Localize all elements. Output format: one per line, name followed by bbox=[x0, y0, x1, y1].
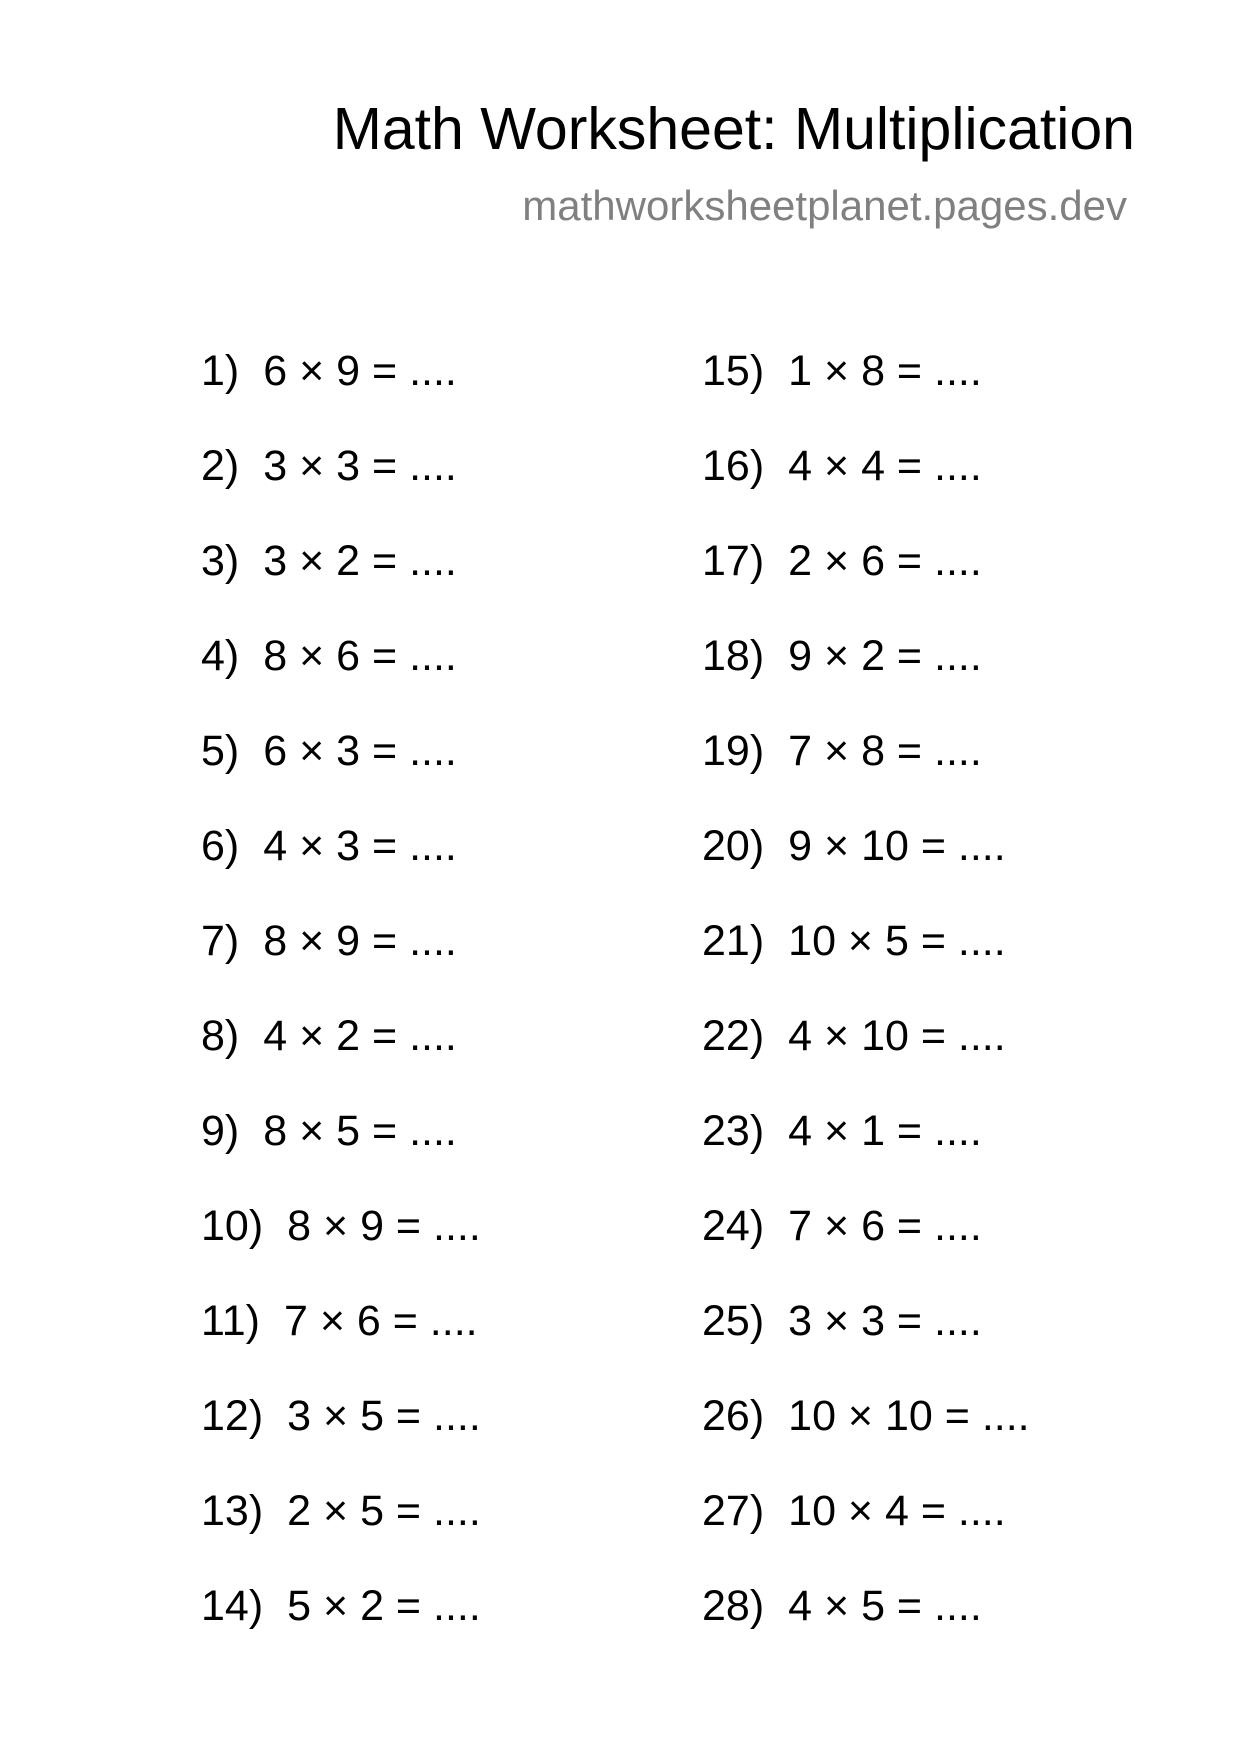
problem-number: 27) bbox=[702, 1487, 765, 1535]
problem-number: 18) bbox=[702, 632, 765, 680]
problem-number: 23) bbox=[702, 1107, 765, 1155]
problem-item bbox=[201, 442, 481, 540]
problem-number: 20) bbox=[702, 822, 765, 870]
problem-number: 25) bbox=[702, 1297, 765, 1345]
problem-item bbox=[702, 917, 1030, 1015]
problem-number: 5) bbox=[201, 727, 240, 775]
problem-expression: 8 × 5 = .... bbox=[263, 1107, 457, 1155]
problem-item bbox=[702, 1107, 1030, 1205]
problem-item bbox=[201, 1392, 481, 1490]
problem-expression: 10 × 10 = .... bbox=[788, 1392, 1030, 1440]
problem-number: 10) bbox=[201, 1202, 264, 1250]
problem-item bbox=[201, 1202, 481, 1300]
problem-number: 4) bbox=[201, 632, 240, 680]
problem-item bbox=[702, 442, 1030, 540]
problem-number: 24) bbox=[702, 1202, 765, 1250]
problem-item bbox=[201, 1582, 481, 1680]
problem-expression: 3 × 3 = .... bbox=[788, 1297, 982, 1345]
problem-number: 2) bbox=[201, 442, 240, 490]
problem-number: 19) bbox=[702, 727, 765, 775]
problem-expression: 9 × 2 = .... bbox=[788, 632, 982, 680]
problem-item bbox=[201, 537, 481, 635]
problem-item bbox=[201, 1107, 481, 1205]
problem-number: 3) bbox=[201, 537, 240, 585]
problem-column-right bbox=[702, 347, 1030, 1680]
problem-item bbox=[702, 822, 1030, 920]
problem-expression: 5 × 2 = .... bbox=[287, 1582, 481, 1630]
problem-number: 1) bbox=[201, 347, 240, 395]
problem-number: 22) bbox=[702, 1012, 765, 1060]
problem-expression: 7 × 8 = .... bbox=[788, 727, 982, 775]
problem-number: 15) bbox=[702, 347, 765, 395]
problem-item bbox=[201, 632, 481, 730]
problem-column-left bbox=[201, 347, 481, 1680]
problem-number: 7) bbox=[201, 917, 240, 965]
page-title: Math Worksheet: Multiplication bbox=[332, 96, 1135, 162]
problem-expression: 1 × 8 = .... bbox=[788, 347, 982, 395]
problem-expression: 4 × 1 = .... bbox=[788, 1107, 982, 1155]
problem-item bbox=[702, 347, 1030, 445]
problem-item bbox=[702, 632, 1030, 730]
problem-item bbox=[201, 727, 481, 825]
problem-expression: 9 × 10 = .... bbox=[788, 822, 1006, 870]
problem-number: 26) bbox=[702, 1392, 765, 1440]
problem-item bbox=[201, 347, 481, 445]
problem-expression: 3 × 2 = .... bbox=[263, 537, 457, 585]
problem-item bbox=[702, 1202, 1030, 1300]
problem-number: 12) bbox=[201, 1392, 264, 1440]
problem-expression: 8 × 9 = .... bbox=[287, 1202, 481, 1250]
problem-number: 16) bbox=[702, 442, 765, 490]
problem-number: 14) bbox=[201, 1582, 264, 1630]
site-url: mathworksheetplanet.pages.dev bbox=[522, 182, 1127, 229]
problem-expression: 8 × 9 = .... bbox=[263, 917, 457, 965]
problem-item bbox=[702, 537, 1030, 635]
problem-expression: 6 × 3 = .... bbox=[263, 727, 457, 775]
problem-number: 8) bbox=[201, 1012, 240, 1060]
problem-expression: 7 × 6 = .... bbox=[788, 1202, 982, 1250]
problem-expression: 7 × 6 = .... bbox=[283, 1297, 478, 1345]
problem-number: 13) bbox=[201, 1487, 264, 1535]
problem-item bbox=[201, 917, 481, 1015]
problem-expression: 2 × 6 = .... bbox=[788, 537, 982, 585]
problem-expression: 4 × 3 = .... bbox=[263, 822, 457, 870]
problem-item bbox=[702, 1582, 1030, 1680]
problem-number: 17) bbox=[702, 537, 765, 585]
problem-item bbox=[702, 1297, 1030, 1395]
problem-expression: 8 × 6 = .... bbox=[263, 632, 457, 680]
problem-number: 9) bbox=[201, 1107, 240, 1155]
problem-expression: 4 × 10 = .... bbox=[788, 1012, 1006, 1060]
problem-expression: 3 × 3 = .... bbox=[263, 442, 457, 490]
problem-expression: 4 × 2 = .... bbox=[263, 1012, 457, 1060]
problem-item bbox=[201, 822, 481, 920]
problem-expression: 4 × 4 = .... bbox=[788, 442, 982, 490]
problem-item bbox=[201, 1012, 481, 1110]
problem-item bbox=[201, 1487, 481, 1585]
problem-expression: 4 × 5 = .... bbox=[788, 1582, 982, 1630]
problem-item bbox=[702, 1392, 1030, 1490]
problem-item bbox=[702, 1012, 1030, 1110]
problem-expression: 6 × 9 = .... bbox=[263, 347, 457, 395]
problem-expression: 2 × 5 = .... bbox=[287, 1487, 481, 1535]
problem-expression: 10 × 5 = .... bbox=[788, 917, 1006, 965]
problem-number: 11) bbox=[201, 1297, 260, 1345]
problem-number: 28) bbox=[702, 1582, 765, 1630]
problem-number: 21) bbox=[702, 917, 765, 965]
problem-item bbox=[201, 1297, 481, 1395]
problem-item bbox=[702, 1487, 1030, 1585]
problem-item bbox=[702, 727, 1030, 825]
problem-expression: 10 × 4 = .... bbox=[788, 1487, 1006, 1535]
problem-expression: 3 × 5 = .... bbox=[287, 1392, 481, 1440]
problem-number: 6) bbox=[201, 822, 240, 870]
